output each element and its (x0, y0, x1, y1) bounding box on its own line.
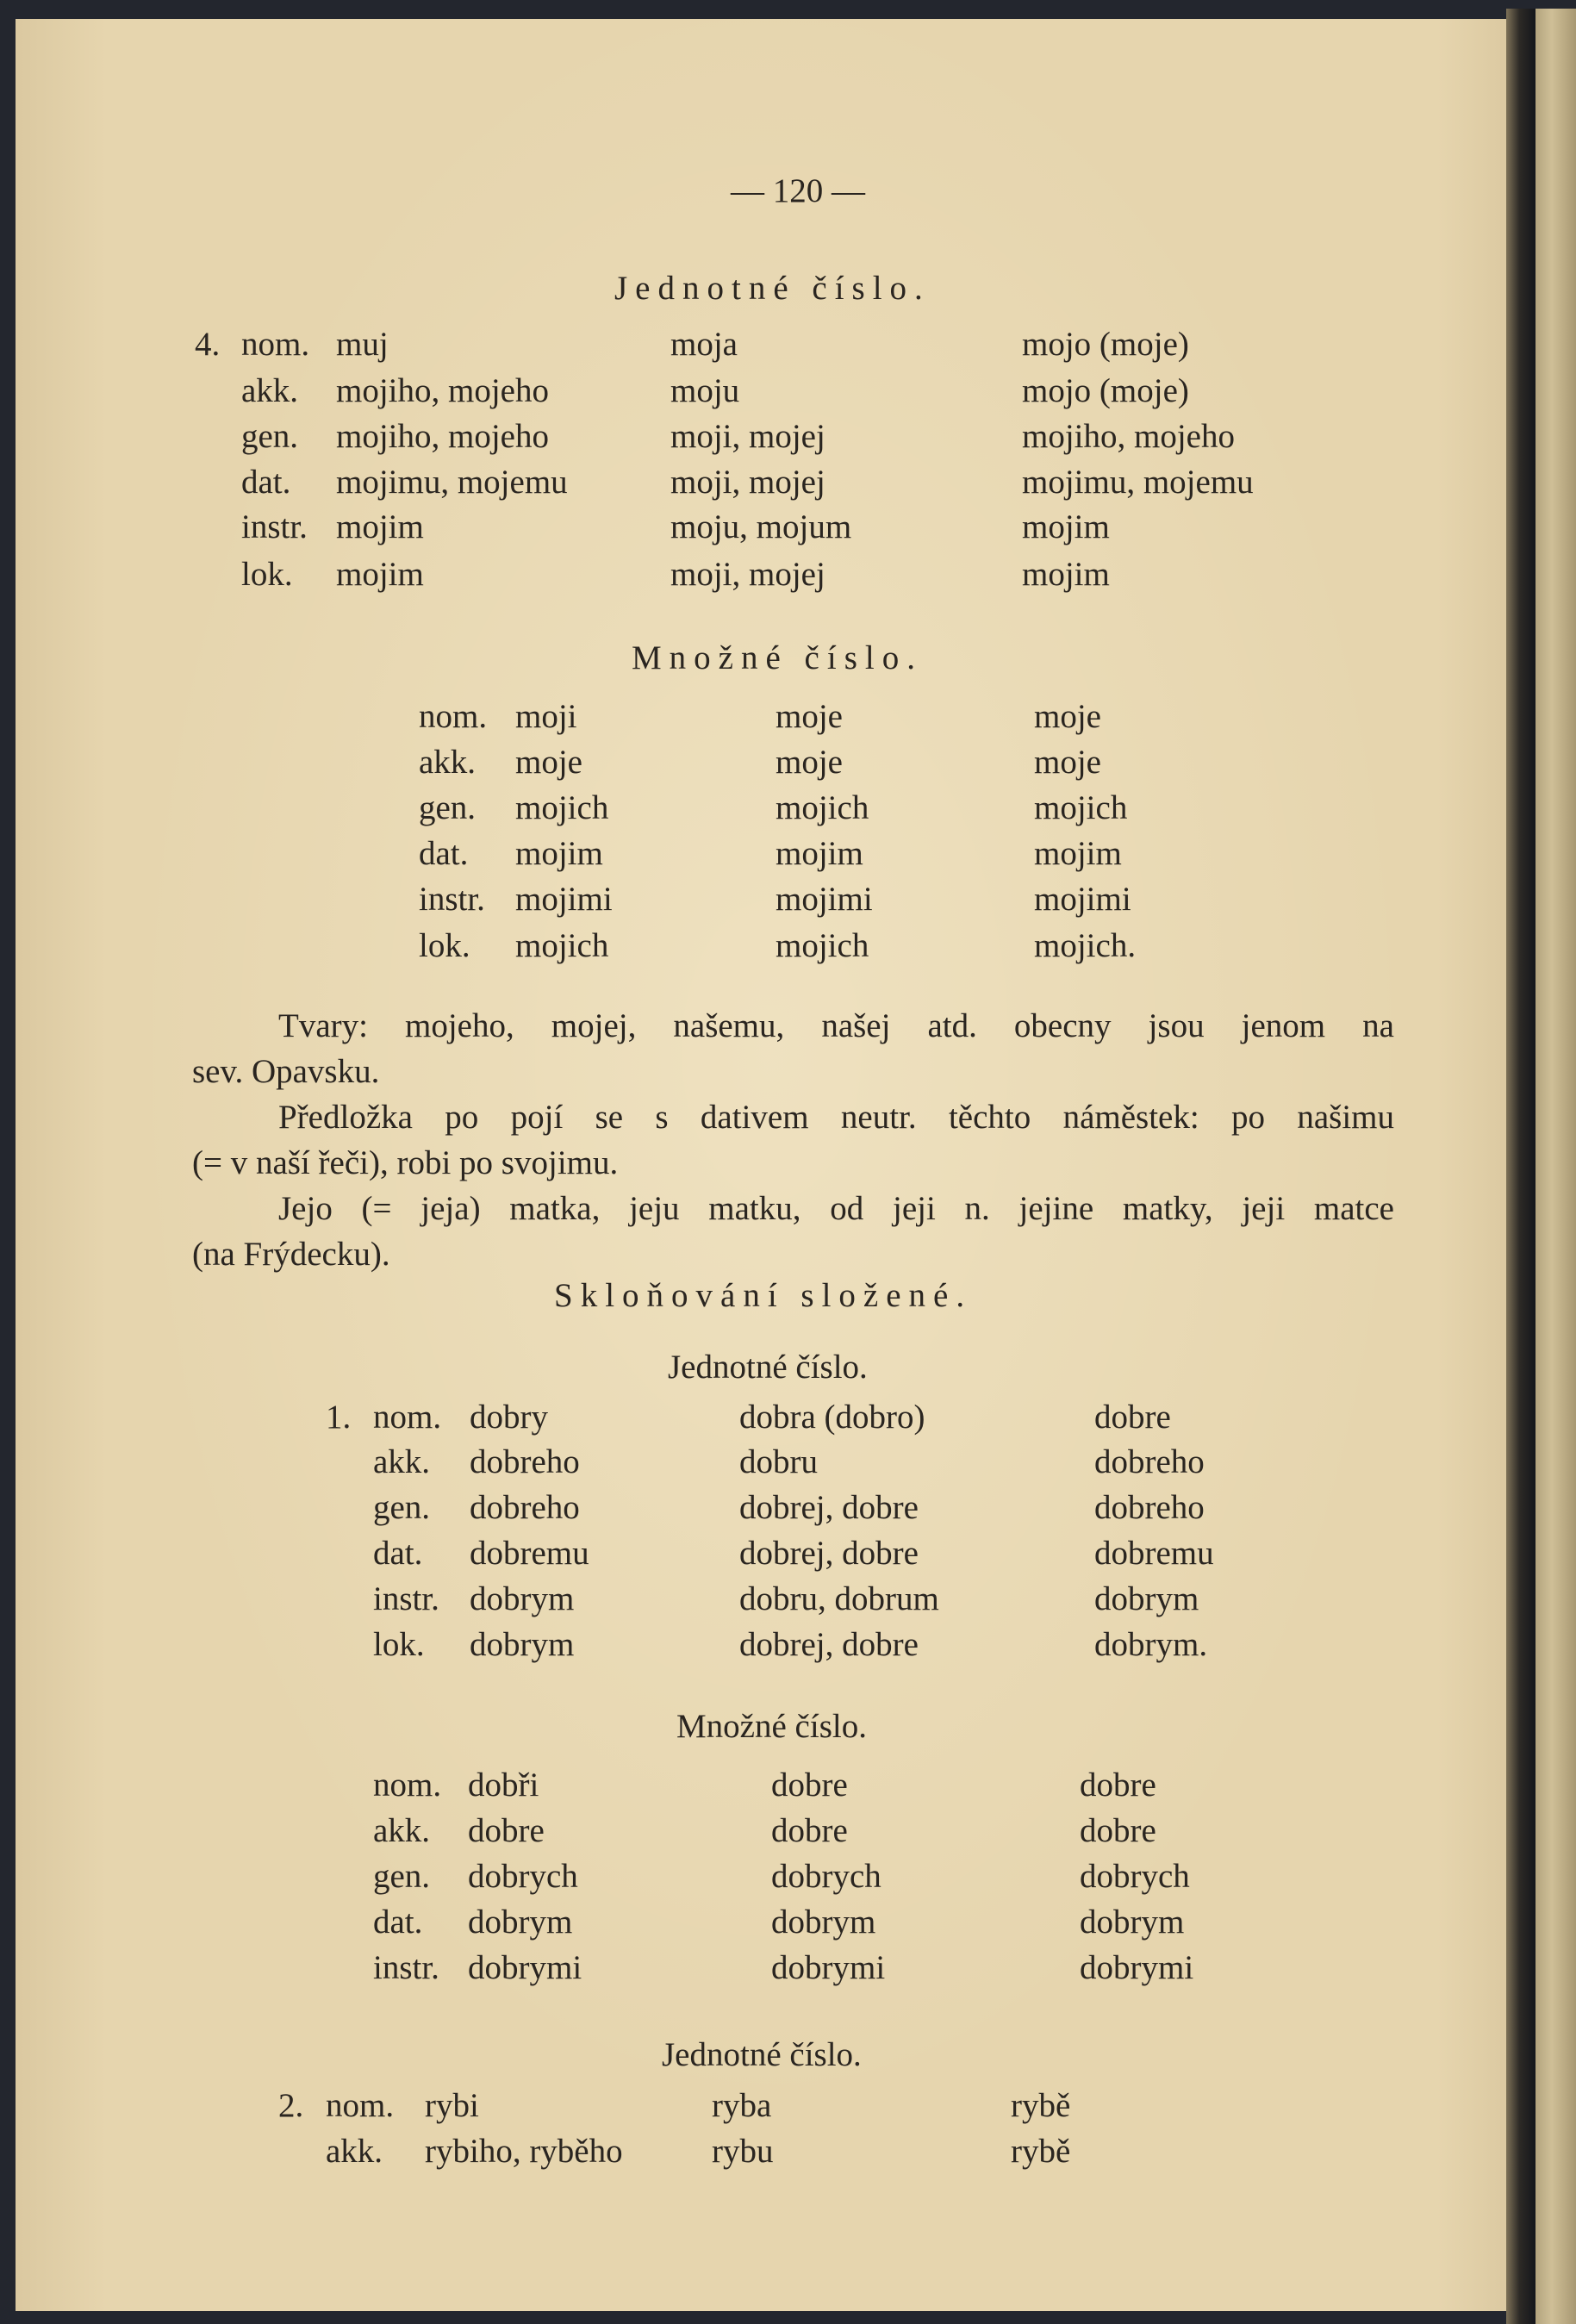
form-masculine: rybi (425, 2087, 479, 2124)
form-feminine: mojich (776, 927, 869, 964)
paragraph-line: (na Frýdecku). (192, 1236, 390, 1273)
case-label: nom. (326, 2087, 395, 2124)
paragraph-tvary (192, 1003, 1394, 1094)
case-label: nom. (373, 1766, 442, 1804)
form-feminine: dobre (771, 1812, 848, 1849)
form-masculine: dobreho (470, 1443, 580, 1480)
form-neuter: moje (1034, 744, 1101, 781)
form-feminine: moji, mojej (670, 418, 825, 455)
section-heading: Jednotné číslo. (662, 2036, 862, 2073)
paragraph-line: Předložka po pojí se s dativem neutr. těchto náměstek: po našimu (278, 1099, 1394, 1136)
case-label: instr. (373, 1580, 439, 1617)
case-label: gen. (241, 418, 299, 455)
section-heading: Množné číslo. (676, 1708, 867, 1745)
form-masculine: mojim (336, 556, 424, 593)
form-feminine: mojimi (776, 881, 873, 918)
book-page (16, 19, 1528, 2311)
case-label: akk. (419, 744, 477, 781)
form-feminine: dobrej, dobre (739, 1489, 919, 1526)
form-neuter: dobrymi (1080, 1949, 1194, 1986)
row-number: 2. (278, 2087, 304, 2124)
form-feminine: rybu (712, 2133, 774, 2170)
form-masculine: dobrych (468, 1858, 578, 1895)
form-neuter: moje (1034, 698, 1101, 735)
case-label: instr. (241, 508, 308, 545)
form-neuter: dobreho (1094, 1443, 1205, 1480)
form-feminine: dobrej, dobre (739, 1626, 919, 1663)
case-label: nom. (373, 1399, 442, 1436)
form-feminine: mojim (776, 835, 863, 872)
form-feminine: mojich (776, 789, 869, 826)
form-neuter: dobre (1080, 1766, 1156, 1804)
form-masculine: dobrym (470, 1626, 575, 1663)
paragraph-predlozka (192, 1094, 1394, 1186)
case-label: dat. (419, 835, 469, 872)
row-number: 4. (195, 326, 221, 363)
form-feminine: dobrym (771, 1903, 876, 1941)
form-feminine: dobre (771, 1766, 848, 1804)
case-label: akk. (326, 2133, 383, 2170)
form-neuter: dobrych (1080, 1858, 1190, 1895)
section-heading: Jednotné číslo. (614, 270, 931, 307)
book-spine-shadow (1506, 9, 1536, 2324)
form-neuter: rybě (1011, 2087, 1071, 2124)
form-neuter: mojim (1034, 835, 1122, 872)
form-neuter: mojich. (1034, 927, 1137, 964)
form-neuter: rybě (1011, 2133, 1071, 2170)
form-masculine: mojim (515, 835, 603, 872)
form-masculine: dobrym (470, 1580, 575, 1617)
form-masculine: dobrym (468, 1903, 573, 1941)
case-label: gen. (373, 1858, 431, 1895)
form-neuter: dobrym. (1094, 1626, 1208, 1663)
case-label: lok. (241, 556, 293, 593)
form-feminine: dobra (dobro) (739, 1399, 925, 1436)
form-neuter: dobre (1094, 1399, 1171, 1436)
case-label: akk. (373, 1443, 431, 1480)
form-masculine: moje (515, 744, 582, 781)
form-masculine: dobry (470, 1399, 548, 1436)
form-masculine: mojim (336, 508, 424, 545)
form-feminine: moji, mojej (670, 464, 825, 501)
paragraph-line: (= v naší řeči), robi po svojimu. (192, 1144, 619, 1181)
form-neuter: mojo (moje) (1022, 326, 1189, 363)
book-page-edge (1536, 9, 1576, 2324)
form-neuter: dobrym (1080, 1903, 1185, 1941)
case-label: gen. (419, 789, 477, 826)
form-feminine: dobrymi (771, 1949, 886, 1986)
form-neuter: mojimi (1034, 881, 1131, 918)
form-masculine: mojimi (515, 881, 613, 918)
case-label: nom. (419, 698, 488, 735)
case-label: dat. (241, 464, 291, 501)
form-feminine: moju, mojum (670, 508, 852, 545)
case-label: lok. (419, 927, 470, 964)
form-masculine: dobrymi (468, 1949, 582, 1986)
form-neuter: mojimu, mojemu (1022, 464, 1254, 501)
case-label: instr. (373, 1949, 439, 1986)
section-heading: Jednotné číslo. (668, 1349, 868, 1386)
case-label: akk. (241, 372, 299, 409)
form-feminine: moje (776, 698, 843, 735)
case-label: akk. (373, 1812, 431, 1849)
form-neuter: mojiho, mojeho (1022, 418, 1235, 455)
form-masculine: muj (336, 326, 389, 363)
case-label: lok. (373, 1626, 425, 1663)
form-neuter: dobremu (1094, 1535, 1214, 1572)
form-masculine: mojiho, mojeho (336, 372, 549, 409)
case-label: dat. (373, 1535, 423, 1572)
paragraph-jejo (192, 1186, 1394, 1277)
form-neuter: mojim (1022, 508, 1110, 545)
form-neuter: mojim (1022, 556, 1110, 593)
form-neuter: mojich (1034, 789, 1128, 826)
form-masculine: dobre (468, 1812, 545, 1849)
form-masculine: mojiho, mojeho (336, 418, 549, 455)
form-neuter: dobreho (1094, 1489, 1205, 1526)
form-masculine: dobři (468, 1766, 539, 1804)
paragraph-line: sev. Opavsku. (192, 1053, 380, 1090)
case-label: gen. (373, 1489, 431, 1526)
form-masculine: mojimu, mojemu (336, 464, 568, 501)
form-neuter: dobrym (1094, 1580, 1199, 1617)
form-feminine: dobru, dobrum (739, 1580, 939, 1617)
form-masculine: dobreho (470, 1489, 580, 1526)
form-feminine: moja (670, 326, 738, 363)
case-label: dat. (373, 1903, 423, 1941)
row-number: 1. (326, 1399, 352, 1436)
section-heading: Množné číslo. (632, 639, 923, 676)
form-feminine: ryba (712, 2087, 772, 2124)
form-masculine: mojich (515, 789, 609, 826)
form-feminine: moje (776, 744, 843, 781)
form-feminine: dobrych (771, 1858, 881, 1895)
chapter-heading: Skloňování složené. (554, 1277, 973, 1314)
form-masculine: rybiho, ryběho (425, 2133, 623, 2170)
form-neuter: dobre (1080, 1812, 1156, 1849)
case-label: instr. (419, 881, 485, 918)
form-masculine: moji (515, 698, 577, 735)
page-number: — 120 — (731, 172, 865, 209)
form-feminine: moju (670, 372, 740, 409)
form-feminine: moji, mojej (670, 556, 825, 593)
paragraph-line: Jejo (= jeja) matka, jeju matku, od jeji n. jejine matky, jeji matce (278, 1190, 1394, 1227)
form-feminine: dobrej, dobre (739, 1535, 919, 1572)
paragraph-line: Tvary: mojeho, mojej, našemu, našej atd. obecny jsou jenom na (278, 1007, 1394, 1044)
form-masculine: mojich (515, 927, 609, 964)
case-label: nom. (241, 326, 310, 363)
form-feminine: dobru (739, 1443, 818, 1480)
form-masculine: dobremu (470, 1535, 589, 1572)
form-neuter: mojo (moje) (1022, 372, 1189, 409)
